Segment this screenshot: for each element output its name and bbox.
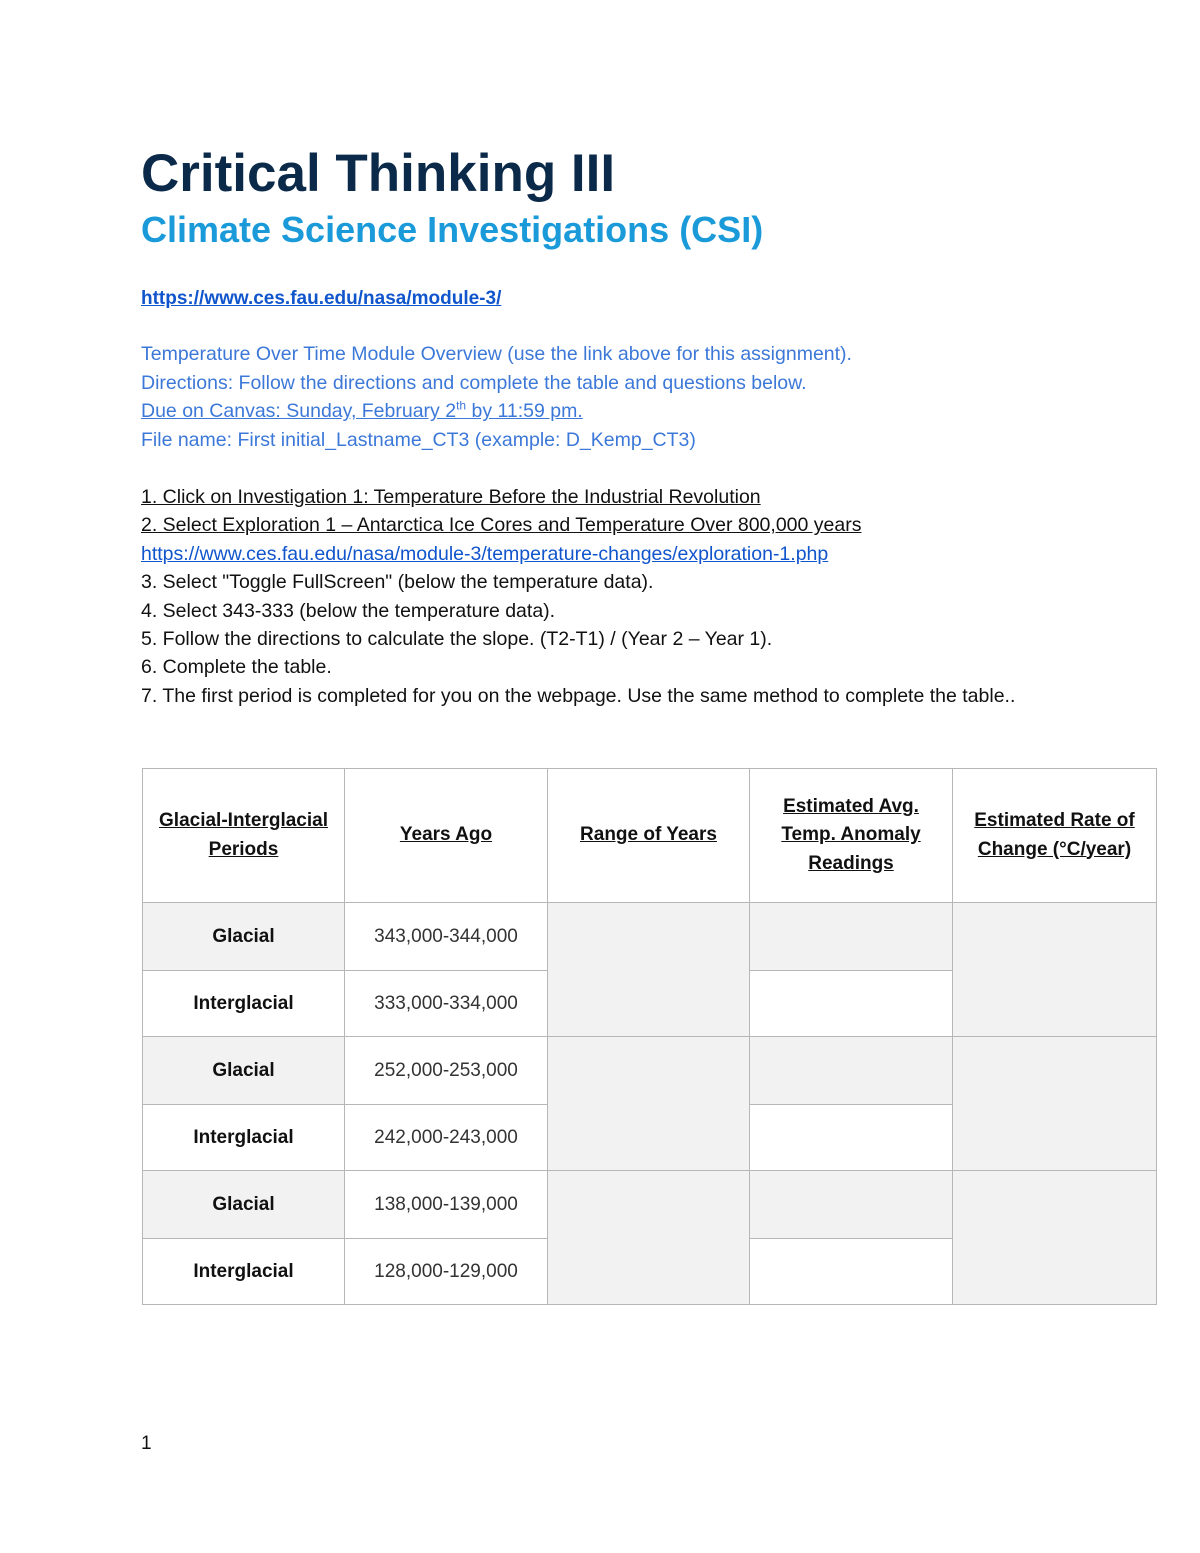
header-periods: Glacial-Interglacial Periods <box>143 769 345 903</box>
temp-input-cell[interactable] <box>750 903 953 971</box>
period-cell: Glacial <box>143 1037 345 1105</box>
step-6: 6. Complete the table. <box>141 656 332 679</box>
rate-input-cell[interactable] <box>953 1037 1157 1171</box>
header-years-ago: Years Ago <box>345 769 548 903</box>
rate-input-cell[interactable] <box>953 903 1157 1037</box>
step-1: 1. Click on Investigation 1: Temperature Before the Industrial Revolution <box>141 486 761 508</box>
years-cell: 128,000-129,000 <box>345 1239 548 1305</box>
period-cell: Interglacial <box>143 971 345 1037</box>
temp-input-cell[interactable] <box>750 1105 953 1171</box>
years-cell: 343,000-344,000 <box>345 903 548 971</box>
table-row <box>143 1171 1157 1239</box>
step-4: 4. Select 343-333 (below the temperature data). <box>141 599 556 622</box>
overview-text: Temperature Over Time Module Overview (use the link above for this assignment). <box>141 343 852 365</box>
file-name-text: File name: First initial_Lastname_CT3 (example: D_Kemp_CT3) <box>141 429 696 452</box>
due-prefix: Due on Canvas: Sunday, February 2 <box>141 400 457 423</box>
temp-input-cell[interactable] <box>750 1037 953 1105</box>
years-cell: 138,000-139,000 <box>345 1171 548 1239</box>
step-3: 3. Select "Toggle FullScreen" (below the temperature data). <box>141 571 654 594</box>
range-input-cell[interactable] <box>548 1171 750 1305</box>
rate-input-cell[interactable] <box>953 1171 1157 1305</box>
due-suffix: by 11:59 pm. <box>466 400 583 423</box>
years-cell: 333,000-334,000 <box>345 971 548 1037</box>
period-cell: Interglacial <box>143 1105 345 1171</box>
temp-input-cell[interactable] <box>750 971 953 1037</box>
due-sup: th <box>456 398 467 413</box>
temp-input-cell[interactable] <box>750 1171 953 1239</box>
table-row <box>143 1037 1157 1105</box>
period-cell: Glacial <box>143 1171 345 1239</box>
years-cell: 252,000-253,000 <box>345 1037 548 1105</box>
periods-table <box>142 768 1157 1305</box>
temp-input-cell[interactable] <box>750 1239 953 1305</box>
header-temp-anomaly: Estimated Avg. Temp. Anomaly Readings <box>750 769 953 903</box>
page-number: 1 <box>141 1433 152 1454</box>
module-link[interactable]: https://www.ces.fau.edu/nasa/module-3/ <box>141 288 502 309</box>
step-5: 5. Follow the directions to calculate the slope. (T2-T1) / (Year 2 – Year 1). <box>141 628 773 651</box>
step-2: 2. Select Exploration 1 – Antarctica Ice Cores and Temperature Over 800,000 years <box>141 514 862 537</box>
header-rate-of-change: Estimated Rate of Change (°C/year) <box>953 769 1157 903</box>
page-title: Critical Thinking III <box>141 144 616 203</box>
years-cell: 242,000-243,000 <box>345 1105 548 1171</box>
step-7: 7. The first period is completed for you on the webpage. Use the same method to complete the table.. <box>141 684 1016 707</box>
table-row <box>143 903 1157 971</box>
intro-block <box>141 340 852 455</box>
directions-text: Directions: Follow the directions and complete the table and questions below. <box>141 371 807 394</box>
steps-list <box>141 483 1071 710</box>
exploration-link[interactable]: https://www.ces.fau.edu/nasa/module-3/temperature-changes/exploration-1.php <box>141 542 829 565</box>
range-input-cell[interactable] <box>548 1037 750 1171</box>
header-range: Range of Years <box>548 769 750 903</box>
period-cell: Glacial <box>143 903 345 971</box>
period-cell: Interglacial <box>143 1239 345 1305</box>
page-subtitle: Climate Science Investigations (CSI) <box>141 209 764 250</box>
range-input-cell[interactable] <box>548 903 750 1037</box>
due-date-text <box>141 397 852 426</box>
